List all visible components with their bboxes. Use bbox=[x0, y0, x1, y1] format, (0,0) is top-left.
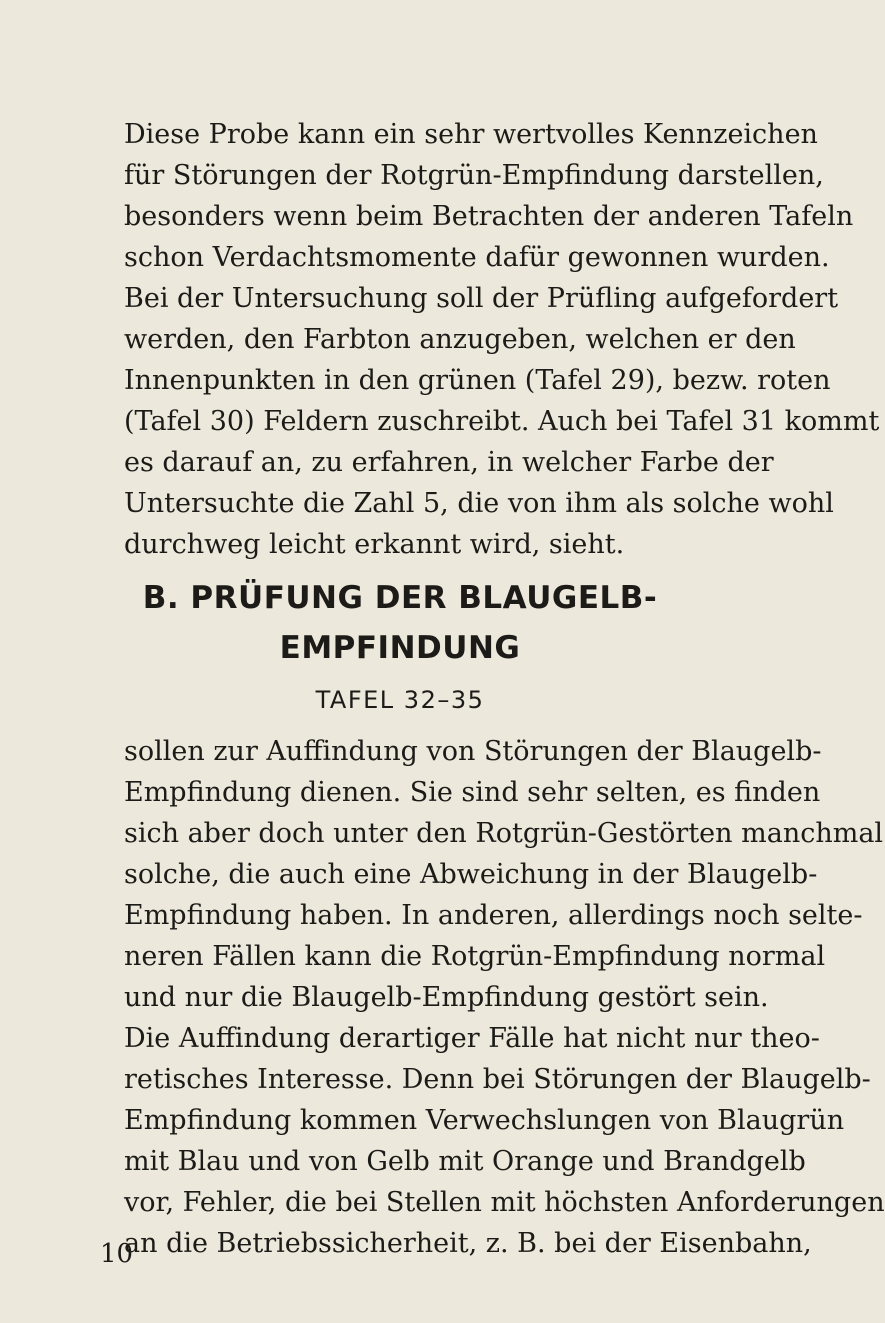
text-line: für Störungen der Rotgrün-Empfindung darstellen, bbox=[124, 160, 824, 191]
text-line: Diese Probe kann ein sehr wertvolles Kennzeichen bbox=[124, 119, 818, 150]
text-line: besonders wenn beim Betrachten der anderen Tafeln bbox=[124, 201, 854, 232]
text-line: (Tafel 30) Feldern zuschreibt. Auch bei Tafel 31 kommt bbox=[124, 406, 880, 437]
text-line: retisches Interesse. Denn bei Störungen der Blaugelb- bbox=[124, 1064, 871, 1095]
text-line: Die Auffindung derartiger Fälle hat nicht nur theo- bbox=[124, 1023, 820, 1054]
text-line: Bei der Untersuchung soll der Prüfling aufgefordert bbox=[124, 283, 839, 314]
text-line: Untersuchte die Zahl 5, die von ihm als solche wohl bbox=[124, 488, 834, 519]
text-line: Innenpunkten in den grünen (Tafel 29), bezw. roten bbox=[124, 365, 831, 396]
text-line: Empfindung dienen. Sie sind sehr selten, es finden bbox=[124, 777, 821, 808]
text-line: neren Fällen kann die Rotgrün-Empfindung normal bbox=[124, 941, 826, 972]
text-line: durchweg leicht erkannt wird, sieht. bbox=[124, 529, 625, 560]
text-line: Empfindung haben. In anderen, allerdings noch selte- bbox=[124, 900, 863, 931]
section-heading-line-1: B. PRÜFUNG DER BLAUGELB- bbox=[142, 580, 658, 616]
text-line: mit Blau und von Gelb mit Orange und Brandgelb bbox=[124, 1146, 806, 1177]
text-line: und nur die Blaugelb-Empfindung gestört sein. bbox=[124, 982, 769, 1013]
text-line: sollen zur Auffindung von Störungen der Blaugelb- bbox=[124, 736, 822, 767]
text-line: sich aber doch unter den Rotgrün-Gestörten manchmal bbox=[124, 818, 884, 849]
text-line: vor, Fehler, die bei Stellen mit höchsten Anforderungen bbox=[124, 1187, 885, 1218]
section-heading-line-2: EMPFINDUNG bbox=[279, 630, 521, 666]
page-number: 10 bbox=[100, 1239, 134, 1269]
text-line: an die Betriebssicherheit, z. B. bei der Eisenbahn, bbox=[124, 1228, 812, 1259]
text-line: Empfindung kommen Verwechslungen von Blaugrün bbox=[124, 1105, 845, 1136]
text-line: es darauf an, zu erfahren, in welcher Farbe der bbox=[124, 447, 774, 478]
text-line: werden, den Farbton anzugeben, welchen er den bbox=[124, 324, 796, 355]
text-line: schon Verdachtsmomente dafür gewonnen wurden. bbox=[124, 242, 830, 273]
plate-subheading: TAFEL 32–35 bbox=[315, 686, 485, 714]
text-line: solche, die auch eine Abweichung in der Blaugelb- bbox=[124, 859, 818, 890]
